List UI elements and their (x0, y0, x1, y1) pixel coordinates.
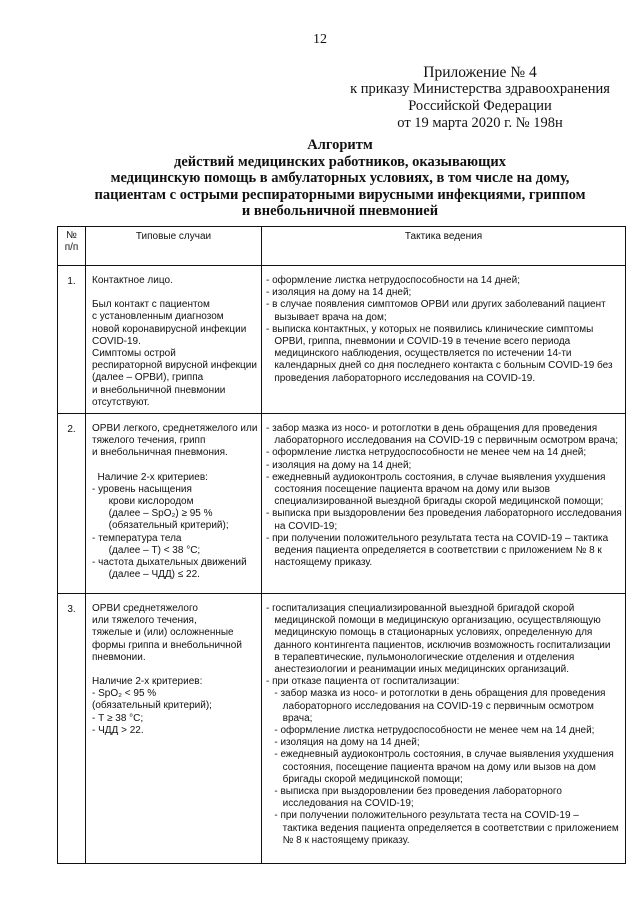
title-line: Алгоритм (307, 137, 373, 153)
algorithm-table (57, 226, 626, 864)
case-text-line: Был контакт с пациентом (92, 299, 210, 311)
annex-line: Приложение № 4 (423, 64, 537, 81)
case-text-line: и внебольничная пневмония. (92, 447, 228, 459)
case-cell (86, 266, 262, 414)
case-text-line: COVID-19. (92, 335, 141, 347)
case-text-line: Наличие 2-х критериев: (92, 676, 203, 688)
header-cases: Типовые случаи (86, 227, 262, 266)
case-text-line: тяжелые и (или) осложненные (92, 627, 234, 639)
tactic-text-line: - при получении положительного результата теста на COVID-19 – тактика (266, 532, 609, 544)
case-cell (86, 414, 262, 594)
case-text-line: - температура тела (92, 532, 182, 544)
document-title (60, 137, 620, 220)
title-line: и внебольничной пневмонией (241, 203, 439, 219)
header-number (58, 227, 86, 266)
case-text-line: новой коронавирусной инфекции (92, 323, 247, 335)
tactic-text-line: - оформление листка нетрудоспособности не менее чем на 14 дней; (266, 725, 595, 737)
case-text-line: с установленным диагнозом (92, 311, 224, 323)
case-text-line: Контактное лицо. (92, 275, 173, 286)
title-line: пациентам с острыми респираторными вирусными инфекциями, гриппом (94, 186, 586, 203)
tactic-text-line: ОРВИ, гриппа, пневмонии и COVID-19 в течение всего периода (266, 336, 571, 348)
header-tactics: Тактика ведения (262, 227, 626, 266)
table-header-row (58, 227, 626, 266)
case-text-line: (обязательный критерий); (92, 520, 229, 532)
tactic-text-line: медицинской помощи в медицинскую организацию, осуществляющую (266, 615, 601, 627)
tactic-text-line: состояния посещение пациента врачом на дому или вызов (266, 484, 550, 496)
annex-line: от 19 марта 2020 г. № 198н (397, 115, 563, 131)
tactic-text-line: специализированной выездной бригады скорой медицинской помощи; (266, 496, 604, 508)
case-text-line: (далее – Т) < 38 °С; (92, 544, 201, 556)
tactic-text-line: медицинскую помощь в стационарных условиях, определенную для (266, 627, 593, 639)
title-line: действий медицинских работников, оказывающих (174, 153, 506, 170)
case-text-line (92, 287, 257, 299)
tactic-text-line: - изоляция на дому на 14 дней; (266, 287, 412, 299)
tactic-text-line: № 8 к настоящему приказу. (266, 834, 410, 846)
table-row (58, 266, 626, 414)
tactic-text-line: - выписка при выздоровлении без проведения лабораторного (266, 786, 562, 798)
tactic-text-line: на COVID-19; (266, 520, 338, 532)
tactic-text-line: состояния, посещение пациента врачом на дому или вызов на дом (266, 761, 596, 773)
tactic-text-line: - изоляция на дому на 14 дней; (266, 459, 412, 471)
tactic-text-line: проведения лабораторного исследования на COVID-19. (266, 372, 536, 384)
case-cell (86, 594, 262, 864)
tactic-text-line: - выписка при выздоровлении без проведения лабораторного исследования (266, 508, 622, 520)
case-text-line: тяжелого течения, грипп (92, 435, 206, 447)
tactic-text-line: лабораторного исследования на COVID-19 с первичным осмотром (266, 700, 594, 712)
case-text-line: - частота дыхательных движений (92, 557, 247, 569)
tactic-cell (262, 594, 626, 864)
tactic-text-line: лабораторного исследования на COVID-19 с первичным осмотром врача; (266, 435, 619, 447)
tactic-text-line: анестезиологии и реанимации иных медицинских организаций. (266, 664, 570, 676)
tactic-text-line: - при получении положительного результата теста на COVID-19 – (266, 810, 579, 822)
annex-header (330, 64, 630, 132)
table-row (58, 414, 626, 594)
page-number: 12 (313, 32, 327, 47)
tactic-text-line: вызывает врача на дом; (266, 311, 387, 323)
case-text-line: и внебольничной пневмонии (92, 384, 226, 396)
row-number: 3. (58, 594, 86, 864)
case-text-line: формы гриппа и внебольничной (92, 639, 242, 651)
tactic-text-line: - оформление листка нетрудоспособности на 14 дней; (266, 275, 520, 286)
tactic-text-line: данного контингента пациентов, исключив возможность госпитализации (266, 639, 611, 651)
case-text-line: (далее – ЧДД) ≤ 22. (92, 569, 200, 581)
header-number-line1: № (66, 230, 77, 241)
row-number: 2. (58, 414, 86, 594)
tactic-text-line: - оформление листка нетрудоспособности не менее чем на 14 дней; (266, 447, 587, 459)
case-text-line: респираторной вирусной инфекции (92, 360, 257, 372)
tactic-text-line: - госпитализация специализированной выездной бригадой скорой (266, 603, 575, 615)
tactic-text-line: ведения пациента определяется в соответствии с приложением № 8 к (266, 545, 602, 557)
tactic-text-line: - забор мазка из носо- и ротоглотки в день обращения для проведения (266, 688, 606, 700)
case-text-line: - SpO₂ < 95 % (92, 688, 157, 700)
case-text-line: ОРВИ легкого, среднетяжелого или (92, 423, 258, 435)
case-text-line: пневмонии. (92, 651, 146, 663)
row-number: 1. (58, 266, 86, 414)
tactic-text-line: - забор мазка из носо- и ротоглотки в день обращения для проведения (266, 423, 598, 435)
tactic-cell (262, 266, 626, 414)
case-text-line: Наличие 2-х критериев: (92, 471, 208, 483)
tactic-text-line: календарных дней со дня последнего контакта с больным COVID-19 без (266, 360, 613, 372)
tactic-text-line: настоящему приказу. (266, 557, 373, 569)
case-text-line: - уровень насыщения (92, 483, 192, 495)
tactic-text-line: бригады скорой медицинской помощи; (266, 773, 463, 785)
case-text-line: или тяжелого течения, (92, 615, 197, 627)
tactic-text-line: медицинского наблюдения, осуществляется по истечении 14-ти (266, 348, 572, 360)
annex-line: к приказу Министерства здравоохранения (350, 81, 610, 97)
tactic-text-line: - выписка контактных, у которых не появились клинические симптомы (266, 323, 594, 335)
case-text-line: отсутствуют. (92, 396, 150, 408)
tactic-text-line: врача; (266, 712, 313, 724)
case-text-line: ОРВИ среднетяжелого (92, 603, 198, 615)
tactic-text-line: в терапевтические, пульмонологические отделения и отделения (266, 651, 575, 663)
tactic-text-line: исследования на COVID-19; (266, 798, 414, 810)
case-text-line: Симптомы острой (92, 348, 176, 360)
case-text-line: (далее – SpO₂) ≥ 95 % (92, 508, 213, 520)
annex-line: Российской Федерации (408, 98, 552, 114)
case-text-line: крови кислородом (92, 496, 194, 508)
case-text-line: - ЧДД > 22. (92, 724, 144, 736)
tactic-text-line: - при отказе пациента от госпитализации: (266, 676, 460, 688)
case-text-line: (обязательный критерий); (92, 700, 212, 712)
case-text-line: - Т ≥ 38 °С; (92, 712, 144, 724)
case-text-line (92, 460, 257, 472)
tactic-cell (262, 414, 626, 594)
tactic-text-line: - в случае появления симптомов ОРВИ или других заболеваний пациент (266, 299, 606, 311)
title-line: медицинскую помощь в амбулаторных условиях, в том числе на дому, (110, 170, 570, 186)
tactic-text-line: - ежедневный аудиоконтроль состояния, в случае выявления ухудшения (266, 471, 606, 483)
case-text-line: (далее – ОРВИ), гриппа (92, 372, 204, 384)
table-row (58, 594, 626, 864)
header-number-line2: п/п (64, 242, 79, 254)
case-text-line (92, 664, 257, 676)
tactic-text-line: - изоляция на дому на 14 дней; (266, 737, 420, 749)
tactic-text-line: тактика ведения пациента определяется в соответствии с приложением (266, 822, 619, 834)
tactic-text-line: - ежедневный аудиоконтроль состояния, в случае выявления ухудшения (266, 749, 614, 761)
